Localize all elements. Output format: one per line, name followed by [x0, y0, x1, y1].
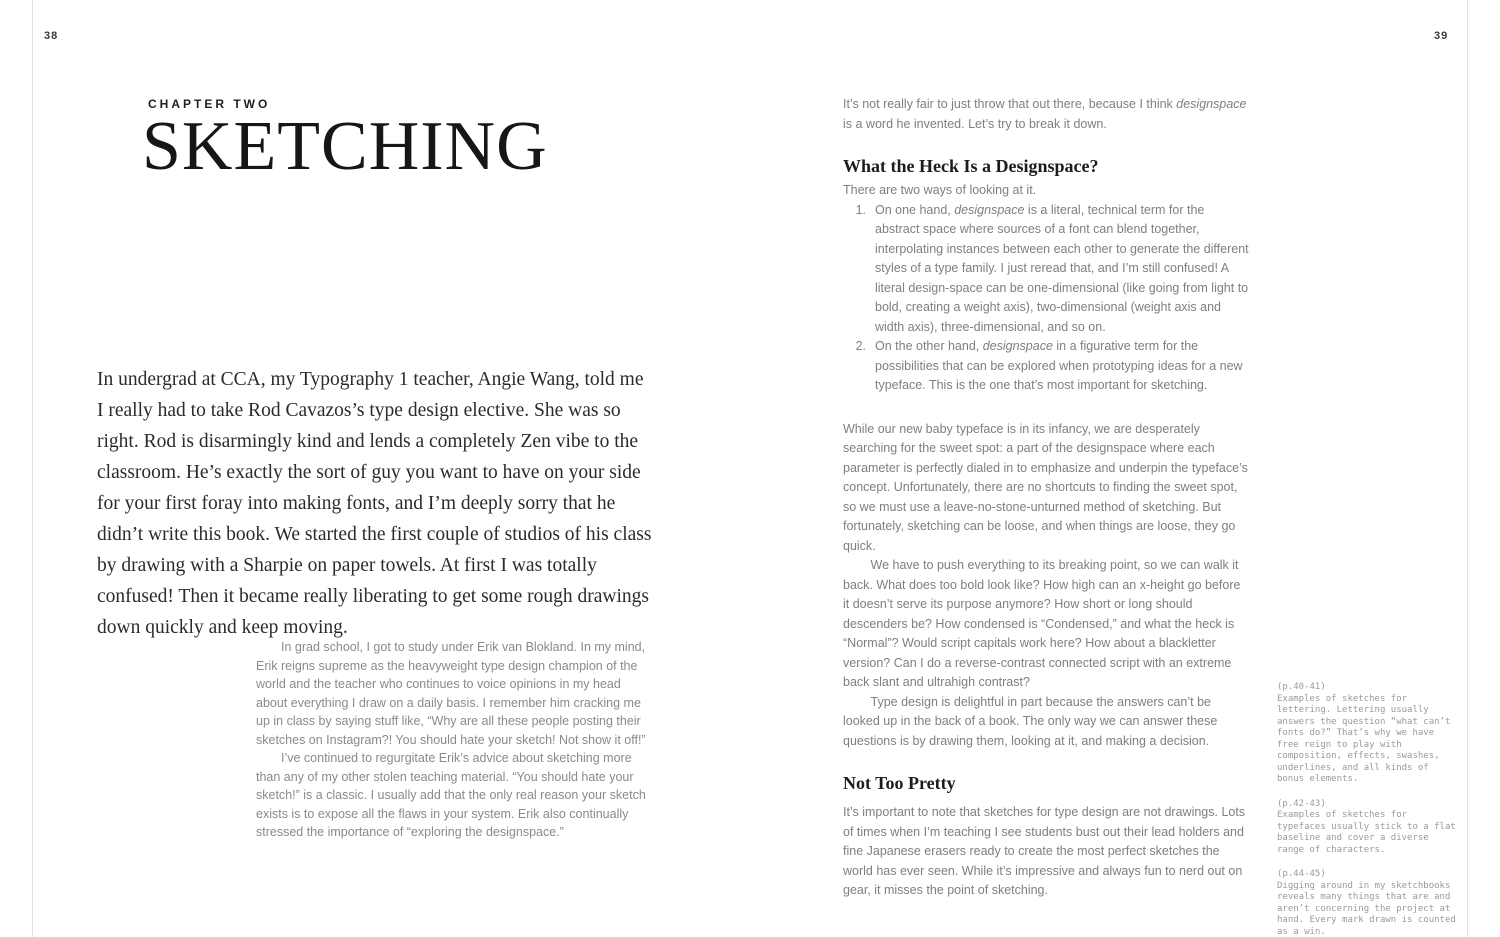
section-subheading: There are two ways of looking at it. — [843, 183, 1037, 197]
body-paragraph-sweet-spot: While our new baby typeface is in its infancy, we are desperately searching for the sweet spot: a part of the designspace where each parameter is perfectly dialed in to emphasize and underpin the typeface’s concept. Unfortunately, there are no shortcuts to finding the sweet spot, so we must use a leave-no-stone-unturned method of sketching. But fortunately, sketching can be loose, and when things are loose, they go quick. — [843, 421, 1248, 553]
list-item-number: 1. — [855, 202, 866, 217]
aside-paragraph: I’ve continued to regurgitate Erik’s advice about sketching more than any of my other stolen teaching material. “You should hate your sketch!” is a classic. I usually add that the only real reason your sketch exists is to expose all the flaws in your system. Erik also continually stressed the importance of “exploring the designspace.” — [256, 751, 646, 839]
right-page-edge — [1467, 0, 1468, 937]
margin-note-text: Digging around in my sketchbooks reveals many things that are and aren’t concerning the project at hand. Every mark drawn is counted as a win. — [1277, 880, 1456, 937]
body-paragraph-delightful: Type design is delightful in part because the answers can’t be looked up in the back of a book. The only way we can answer these questions is by drawing them, looking at it, and making a decision. — [843, 694, 1218, 748]
chapter-intro-paragraph: In undergrad at CCA, my Typography 1 teacher, Angie Wang, told me I really had to take Rod Cavazos’s type design elective. She was so right. Rod is disarmingly kind and lends a completely Zen vibe to the classroom. He’s exactly the sort of guy you want to have on your side for your first foray into making fonts, and I’m deeply sorry that he didn’t write this book. We started the first couple of studios of his class by drawing with a Sharpie on paper towels. At first I was totally confused! Then it became really liberating to get some rough drawings down quickly and keep moving. — [97, 369, 652, 638]
body-paragraph-breaking-point: We have to push everything to its breaking point, so we can walk it back. What does too bold look like? How high can an x-height go before it doesn’t serve its purpose anymore? How short or long should descenders be? How condensed is “Condensed,” and what the heck is “Normal”? Would script capitals work here? How about a blackletter version? Can I do a reverse-contrast connected script with an extreme back slant and ultrahigh contrast? — [843, 558, 1241, 689]
margin-note-page-ref: (p.40-41) — [1277, 682, 1326, 692]
list-item-pre: On the other hand, — [875, 339, 983, 353]
list-item-post: in a figurative term for the possibilities that can be explored when prototyping ideas for a new typeface. This is the one that’s most important for sketching. — [875, 339, 1243, 392]
margin-note — [1277, 869, 1457, 937]
intro-em: designspace — [1176, 97, 1247, 111]
aside-paragraph: In grad school, I got to study under Erik van Blokland. In my mind, Erik reigns supreme as the heavyweight type design champion of the world and the teacher who continues to voice opinions in my head about everything I draw on a daily basis. I remember him cracking me up in class by saying stuff like, “Why are all these people posting their sketches on Instagram?! You should hate your sketch! Not show it off!” — [256, 640, 646, 747]
right-page-column — [843, 95, 1249, 901]
chapter-title: SKETCHING — [142, 108, 548, 185]
margin-note-text: Examples of sketches for typefaces usually stick to a flat baseline and cover a diverse range of characters. — [1277, 810, 1456, 855]
margin-note — [1277, 799, 1457, 857]
chapter-label: CHAPTER TWO — [148, 97, 271, 111]
list-item — [851, 201, 1249, 338]
page-number-left: 38 — [44, 30, 59, 42]
list-item — [851, 337, 1249, 396]
margin-note — [1277, 682, 1457, 786]
intro-pre: It’s not really fair to just throw that out there, because I think — [843, 97, 1177, 111]
aside-block — [256, 638, 654, 842]
numbered-list — [843, 201, 1249, 396]
section-heading-designspace: What the Heck Is a Designspace? — [843, 156, 1099, 176]
left-page-edge — [32, 0, 33, 937]
intro-post: is a word he invented. Let’s try to break it down. — [843, 116, 1107, 131]
margin-note-page-ref: (p.44-45) — [1277, 869, 1326, 879]
body-paragraph-not-drawings: It’s important to note that sketches for type design are not drawings. Lots of times when I’m teaching I see students bust out their lead holders and fine Japanese erasers ready to create the most perfect sketches the world has ever seen. While it’s impressive and always fun to nerd out on gear, it misses the point of sketching. — [843, 805, 1246, 897]
list-item-number: 2. — [855, 339, 866, 353]
margin-note-page-ref: (p.42-43) — [1277, 798, 1326, 809]
list-item-text — [875, 337, 1249, 396]
margin-notes-column — [1277, 682, 1457, 937]
list-item-pre: On one hand, — [875, 202, 955, 217]
section-heading-not-too-pretty: Not Too Pretty — [843, 773, 956, 793]
list-item-text — [875, 201, 1249, 338]
intro-paragraph — [843, 95, 1249, 134]
margin-note-text: Examples of sketches for lettering. Lettering usually answers the question “what can’t fonts do?” That’s why we have free reign to play with composition, effects, swashes, underlines, and all kinds of bonus elements. — [1277, 693, 1451, 784]
list-item-em: designspace — [982, 339, 1053, 353]
list-item-post: is a literal, technical term for the abstract space where sources of a font can blend together, interpolating instances between each other to generate the different styles of a type family. I just reread that, and I’m still confused! A literal design-space can be one-dimensional (like going from light to bold, creating a weight axis), two-dimensional (weight axis and width axis), three-dimensional, and so on. — [875, 202, 1249, 334]
page-number-right: 39 — [1434, 30, 1449, 42]
list-item-em: designspace — [954, 202, 1025, 217]
